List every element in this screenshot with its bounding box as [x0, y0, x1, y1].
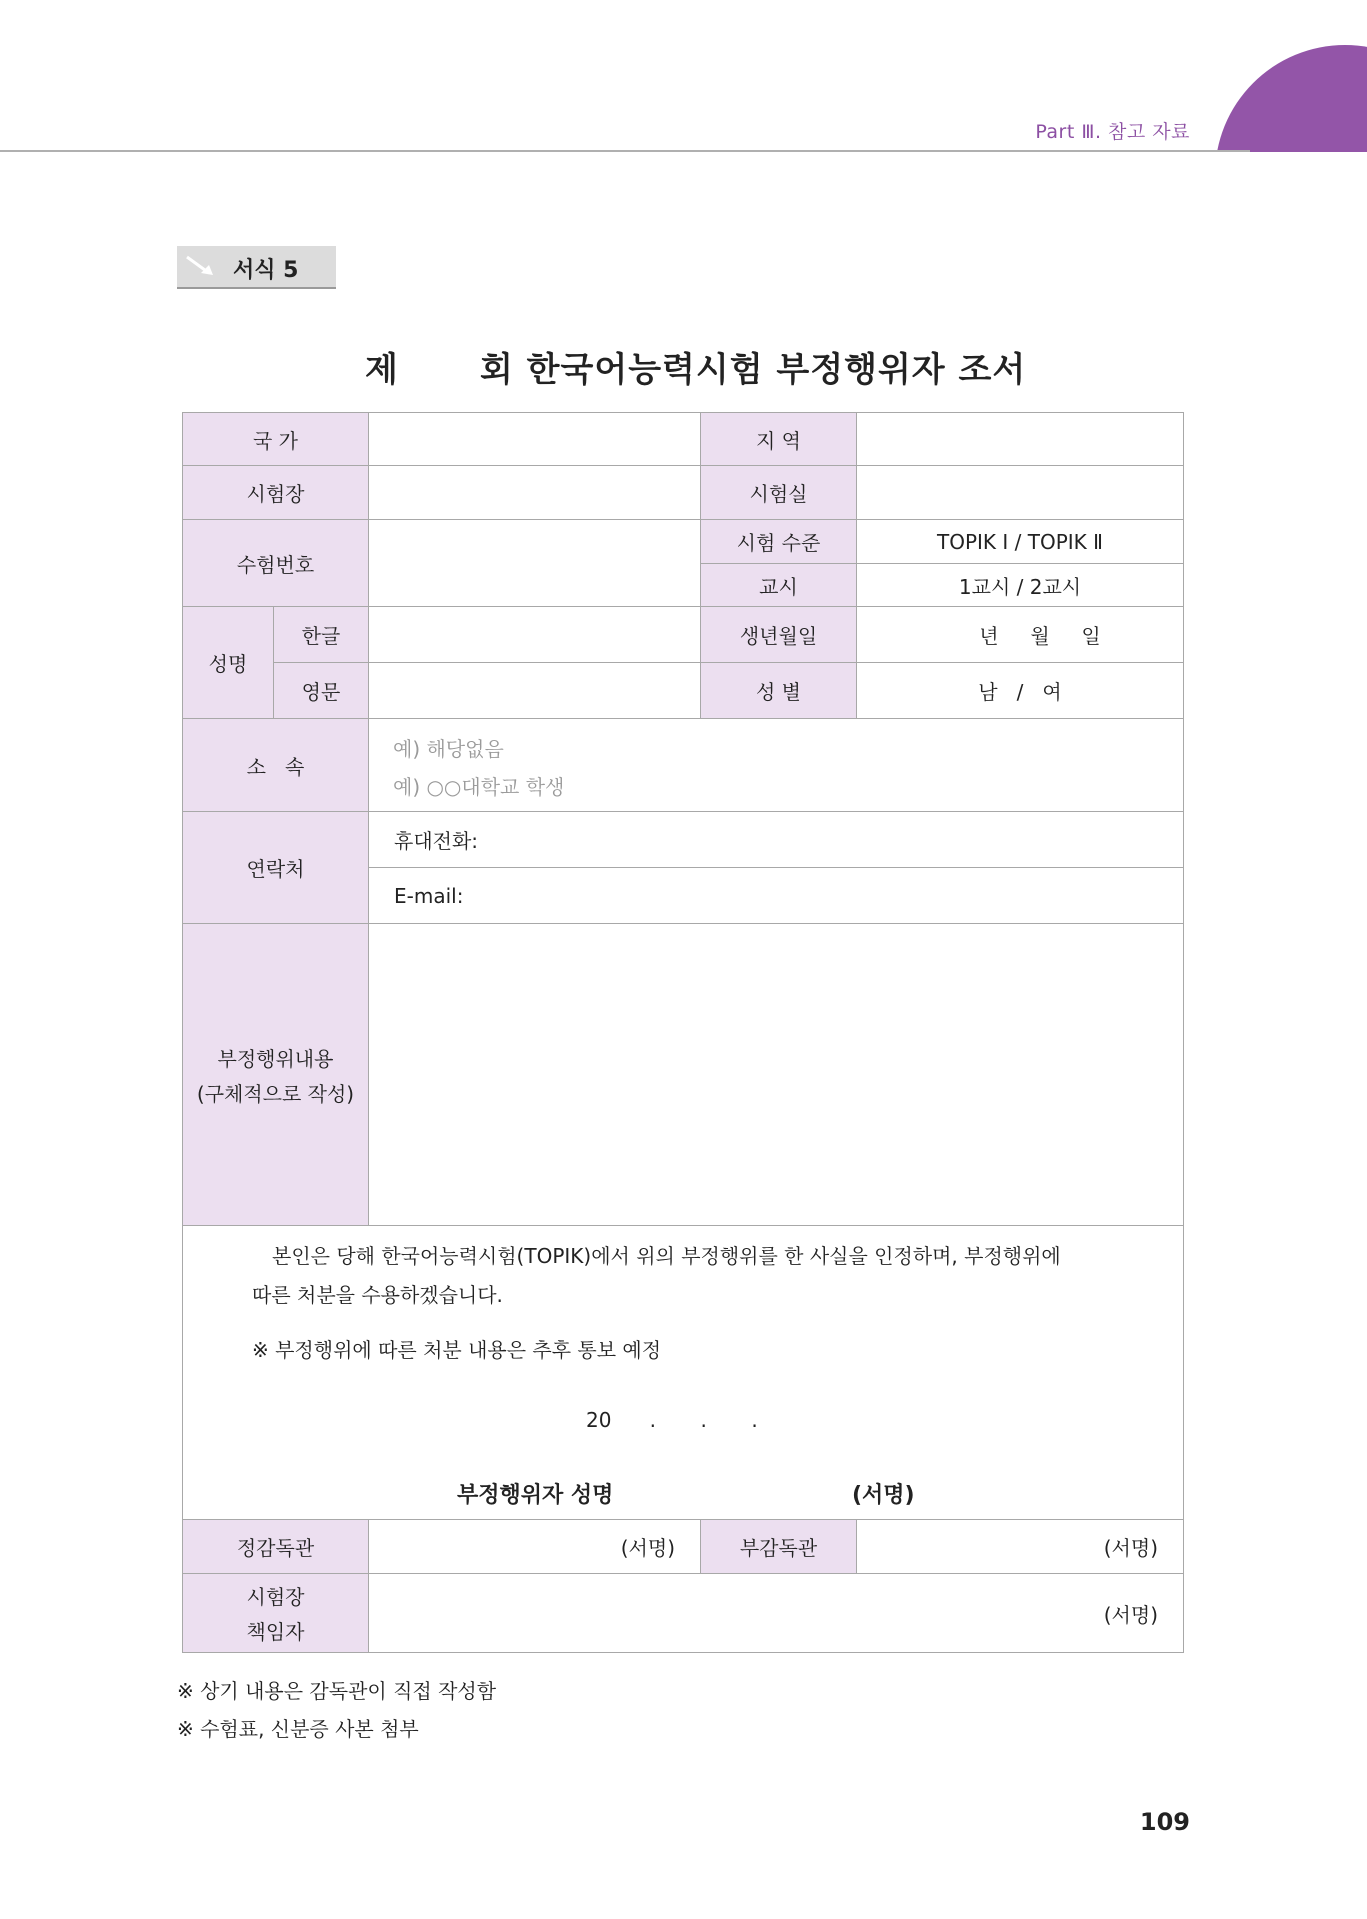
exam-level-value[interactable]: TOPIK Ⅰ / TOPIK Ⅱ [856, 519, 1184, 564]
title-main: 회 한국어능력시험 부정행위자 조서 [480, 350, 1027, 390]
declaration-line1: 본인은 당해 한국어능력시험(TOPIK)에서 위의 부정행위를 한 사실을 인정하며, 부정행위에 [272, 1244, 1061, 1268]
declaration-line2: 따른 처분을 수용하겠습니다. [252, 1283, 503, 1307]
declaration-block [182, 1225, 1184, 1520]
misconduct-field[interactable] [368, 923, 1184, 1226]
venue-head-line1: 시험장 [246, 1585, 305, 1609]
chief-supervisor-sign[interactable]: (서명) [368, 1519, 701, 1574]
assistant-supervisor-sign[interactable]: (서명) [856, 1519, 1184, 1574]
period-label: 교시 [700, 563, 857, 607]
declaration-date[interactable]: 20 . . . [586, 1408, 758, 1432]
phone-field[interactable]: 휴대전화: [368, 811, 1184, 868]
country-field[interactable] [368, 412, 701, 466]
venue-head-sign[interactable]: (서명) [368, 1573, 1184, 1653]
venue-field[interactable] [368, 465, 701, 520]
name-english-field[interactable] [368, 662, 701, 719]
name-korean-label: 한글 [273, 606, 369, 663]
period-value[interactable]: 1교시 / 2교시 [856, 563, 1184, 607]
name-label: 성명 [182, 606, 274, 719]
misconduct-label [182, 923, 369, 1226]
exam-level-label: 시험 수준 [700, 519, 857, 564]
misconduct-label-line1: 부정행위내용 [217, 1046, 334, 1071]
gender-label: 성 별 [700, 662, 857, 719]
exam-number-label: 수험번호 [182, 519, 369, 607]
gender-field[interactable]: 남 / 여 [856, 662, 1184, 719]
birthdate-field[interactable]: 년 월 일 [856, 606, 1184, 663]
corner-mask [1200, 152, 1367, 352]
footnote-1: ※ 상기 내용은 감독관이 직접 작성함 [177, 1679, 497, 1703]
form-tag-label: 서식 5 [233, 258, 299, 283]
declaration-note: ※ 부정행위에 따른 처분 내용은 추후 통보 예정 [252, 1338, 662, 1362]
misconduct-label-line2: (구체적으로 작성) [196, 1081, 355, 1106]
contact-label: 연락처 [182, 811, 369, 924]
room-label: 시험실 [700, 465, 857, 520]
title-prefix: 제 [365, 350, 398, 390]
signer-label: 부정행위자 성명 [457, 1483, 614, 1508]
email-field[interactable]: E-mail: [368, 867, 1184, 924]
document-title [0, 342, 1367, 392]
footnote-2: ※ 수험표, 신분증 사본 첨부 [177, 1717, 419, 1741]
assistant-supervisor-label: 부감독관 [700, 1519, 857, 1574]
venue-label: 시험장 [182, 465, 369, 520]
room-field[interactable] [856, 465, 1184, 520]
name-english-label: 영문 [273, 662, 369, 719]
chief-supervisor-label: 정감독관 [182, 1519, 369, 1574]
running-head: Part Ⅲ. 참고 자료 [1035, 121, 1190, 143]
country-label: 국 가 [182, 412, 369, 466]
region-label: 지 역 [700, 412, 857, 466]
affiliation-example-1: 예) 해당없음 [393, 737, 504, 761]
name-korean-field[interactable] [368, 606, 701, 663]
corner-arrow-icon [185, 253, 217, 279]
page-number: 109 [1139, 1808, 1190, 1836]
birthdate-label: 생년월일 [700, 606, 857, 663]
affiliation-label: 소 속 [182, 718, 369, 812]
affiliation-example-2: 예) ○○대학교 학생 [393, 775, 565, 799]
form-tag [177, 246, 336, 289]
header-rule [0, 150, 1250, 152]
signer-signature[interactable]: (서명) [852, 1483, 915, 1508]
venue-head-line2: 책임자 [246, 1620, 305, 1644]
exam-number-field[interactable] [368, 519, 701, 607]
region-field[interactable] [856, 412, 1184, 466]
venue-head-label [182, 1573, 369, 1653]
